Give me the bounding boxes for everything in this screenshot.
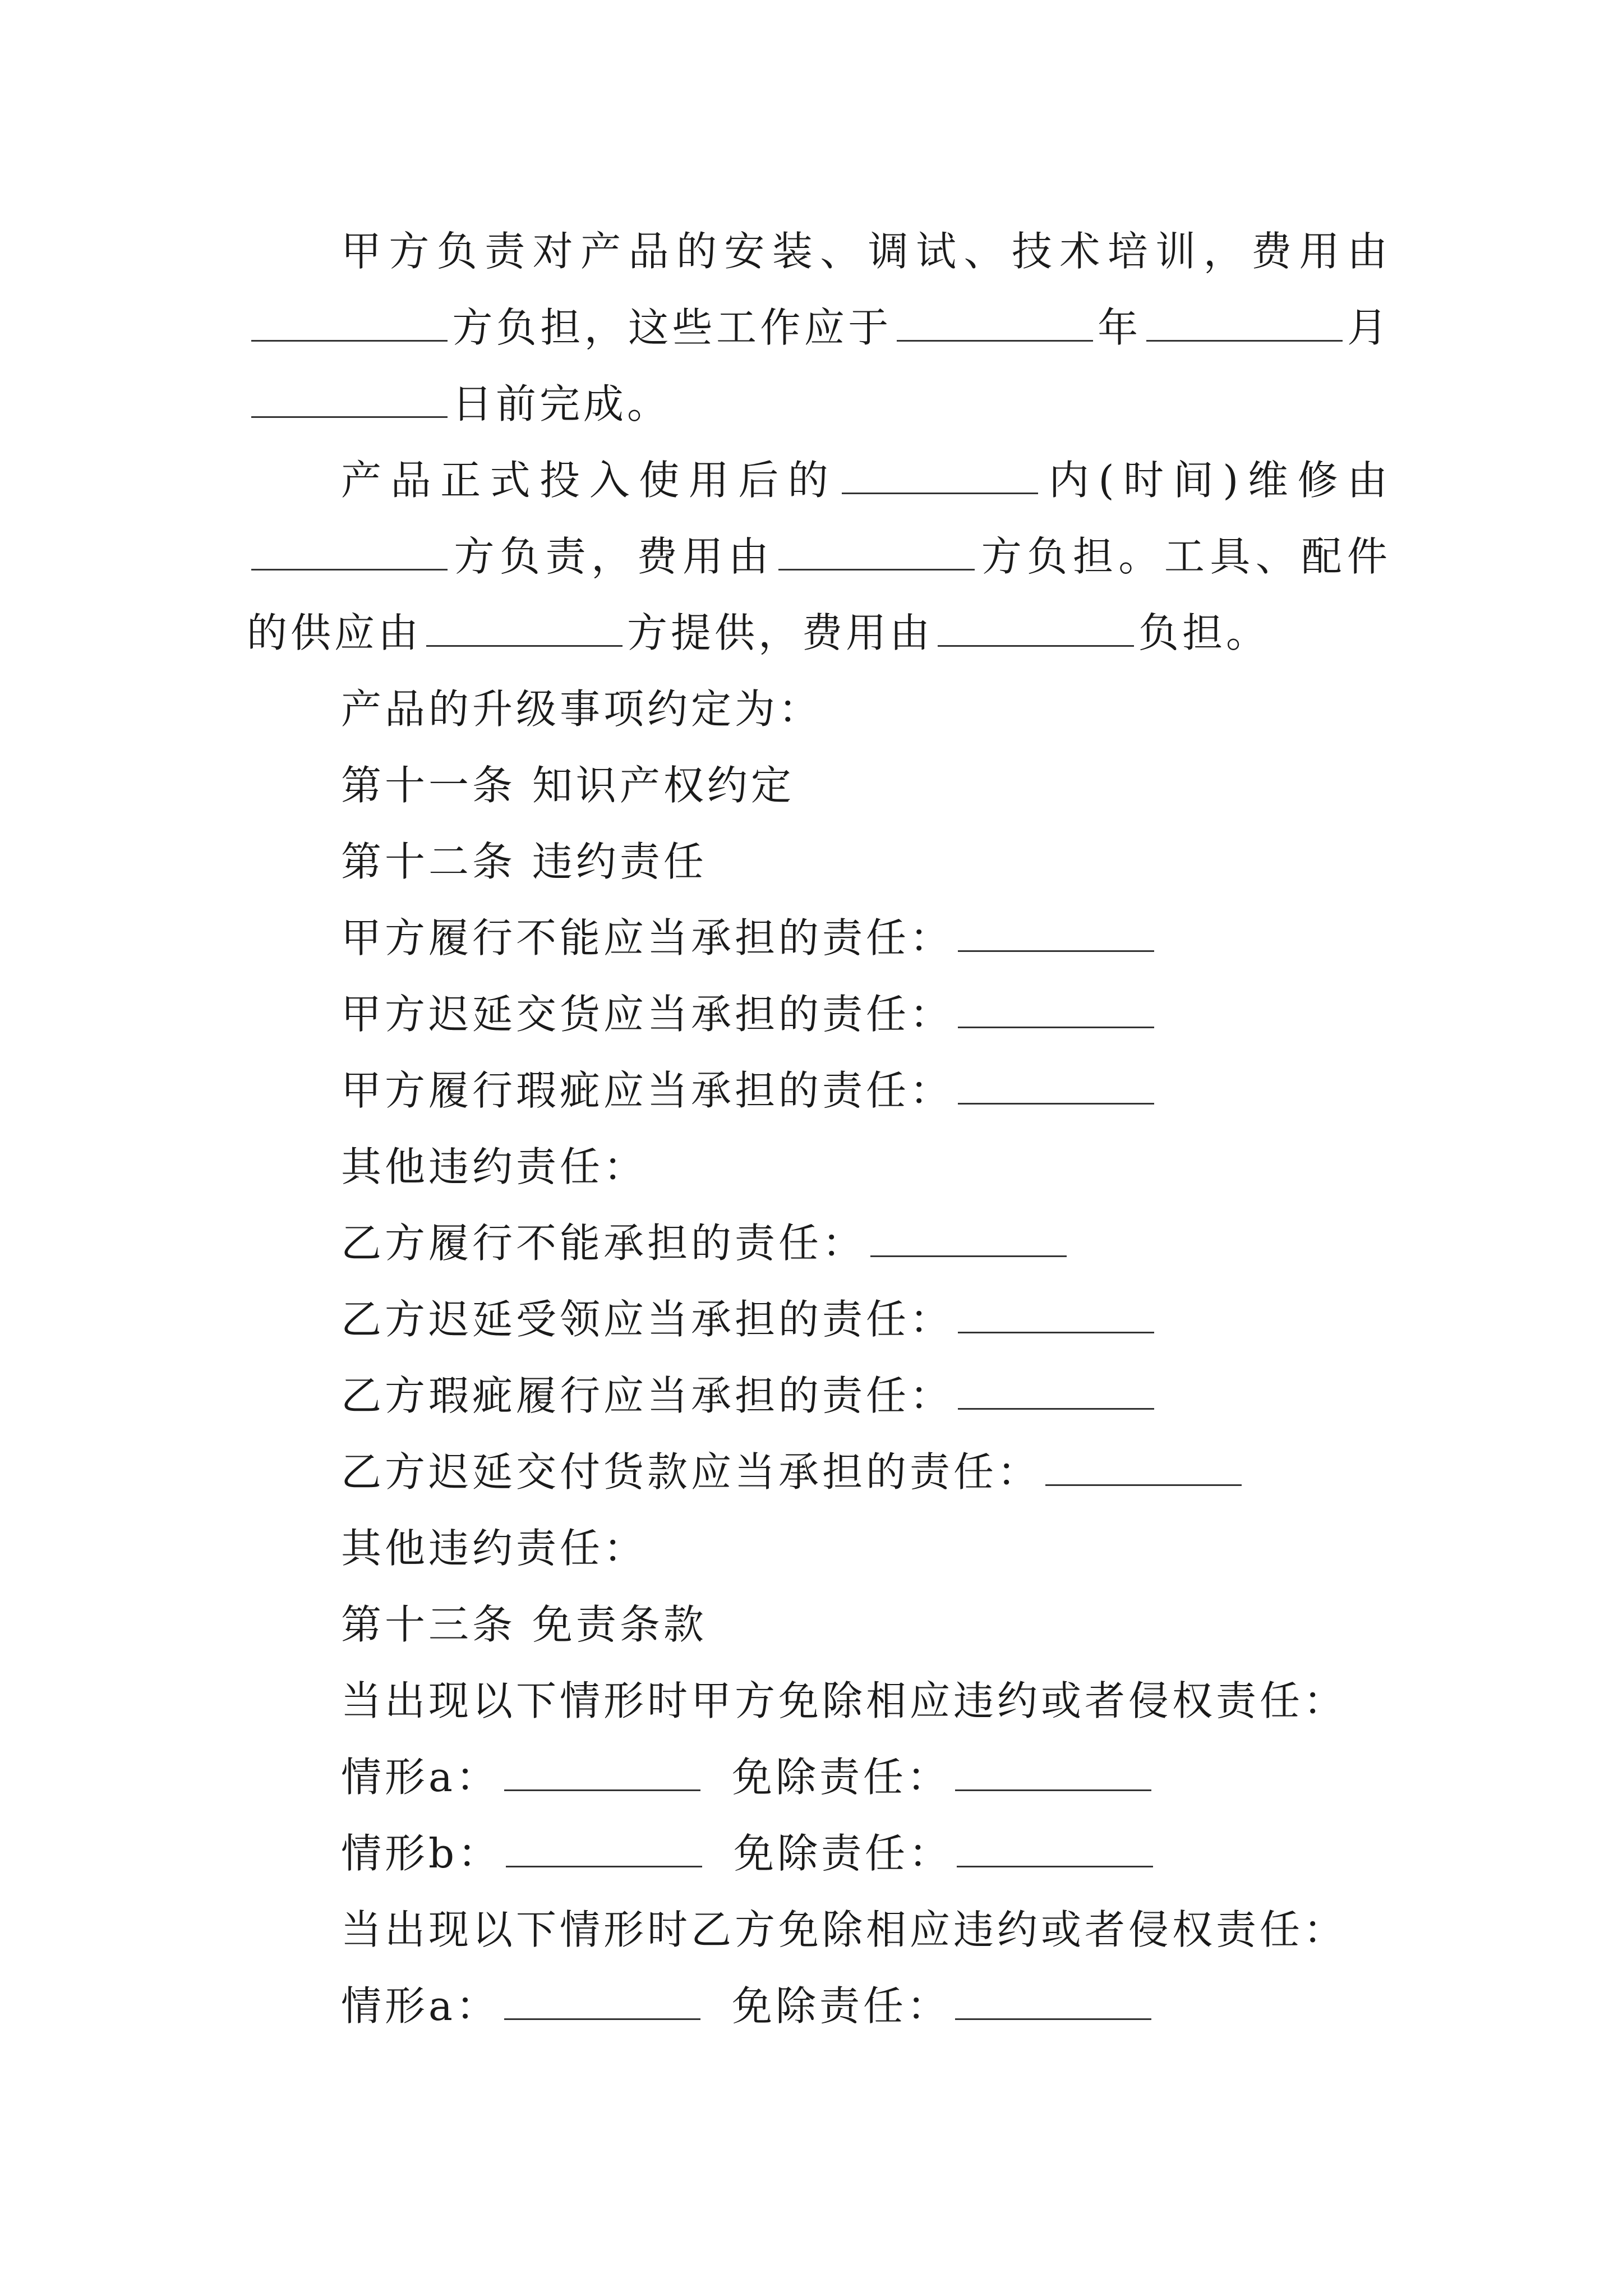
text: 甲方迟延交货应当承担的责任： — [341, 991, 954, 1038]
blank-field[interactable] — [251, 378, 448, 418]
text: 乙方履行不能承担的责任： — [341, 1220, 866, 1267]
blank-field[interactable] — [955, 1980, 1151, 2020]
text: 月 — [1347, 304, 1391, 351]
text: 第十三条 免责条款 — [341, 1601, 707, 1648]
text: 免除责任： — [731, 1754, 951, 1801]
text: 甲方履行不能应当承担的责任： — [341, 914, 954, 961]
text: 甲方负责对产品的安装、调试、技术培训，费用由 — [341, 228, 1391, 275]
blank-field[interactable] — [1146, 302, 1343, 342]
blank-field[interactable] — [958, 1065, 1154, 1105]
blank-field[interactable] — [778, 531, 975, 570]
text: 第十一条 知识产权约定 — [341, 762, 795, 809]
text: 方提供，费用由 — [627, 609, 934, 656]
line-jia-nonperformance — [247, 900, 1391, 976]
blank-field[interactable] — [958, 1294, 1154, 1333]
text: 第十二条 违约责任 — [341, 838, 707, 885]
blank-field[interactable] — [506, 1828, 702, 1867]
blank-field[interactable] — [426, 607, 623, 647]
text: 产品正式投入使用后的 — [341, 457, 838, 504]
text: 甲方履行瑕疵应当承担的责任： — [341, 1067, 954, 1114]
text: 年 — [1097, 304, 1142, 351]
paragraph-installation — [247, 213, 1391, 442]
blank-field[interactable] — [958, 1370, 1154, 1410]
line-yi-exemption-intro — [247, 1892, 1391, 1968]
blank-field[interactable] — [251, 302, 448, 342]
text: 乙方瑕疵履行应当承担的责任： — [341, 1372, 954, 1419]
line-yi-defect — [247, 1358, 1391, 1434]
blank-field[interactable] — [958, 912, 1154, 952]
text: 日前完成。 — [452, 380, 671, 427]
text: 方负担，这些工作应于 — [452, 304, 892, 351]
line-jia-exemption-intro — [247, 1663, 1391, 1739]
text: 情形b： — [341, 1830, 502, 1877]
line-other-liability-1 — [247, 1129, 1391, 1205]
blank-field[interactable] — [958, 988, 1154, 1028]
blank-field[interactable] — [251, 531, 448, 570]
blank-field[interactable] — [897, 302, 1093, 342]
line-yi-delay-receive — [247, 1281, 1391, 1358]
line-jia-case-a — [247, 1739, 1391, 1815]
line-jia-delay-delivery — [247, 976, 1391, 1052]
article-12-heading — [247, 823, 1391, 900]
text: 当出现以下情形时甲方免除相应违约或者侵权责任： — [341, 1677, 1348, 1724]
text: 方负担。工具、配件的供应由 — [247, 533, 1391, 656]
text: 产品的升级事项约定为： — [341, 685, 823, 733]
text: 其他违约责任： — [341, 1143, 648, 1190]
text: 当出现以下情形时乙方免除相应违约或者侵权责任： — [341, 1906, 1348, 1953]
paragraph-maintenance — [247, 442, 1391, 671]
line-jia-case-b — [247, 1815, 1391, 1892]
text: 免除责任： — [734, 1830, 953, 1877]
blank-field[interactable] — [1045, 1446, 1242, 1486]
text: 其他违约责任： — [341, 1525, 648, 1572]
text: 情形a： — [341, 1754, 500, 1801]
article-13-heading — [247, 1586, 1391, 1663]
text: 乙方迟延交付货款应当承担的责任： — [341, 1448, 1041, 1496]
blank-field[interactable] — [870, 1217, 1067, 1257]
text: 乙方迟延受领应当承担的责任： — [341, 1296, 954, 1343]
line-jia-defect — [247, 1052, 1391, 1129]
blank-field[interactable] — [504, 1751, 700, 1791]
blank-field[interactable] — [504, 1980, 700, 2020]
line-yi-nonperformance — [247, 1205, 1391, 1281]
blank-field[interactable] — [842, 454, 1038, 494]
blank-field[interactable] — [955, 1751, 1151, 1791]
text: 负担。 — [1138, 609, 1270, 656]
blank-field[interactable] — [938, 607, 1134, 647]
text: 情形a： — [341, 1982, 500, 2030]
text: 免除责任： — [731, 1982, 951, 2030]
line-upgrade — [247, 671, 1391, 747]
line-yi-delay-payment — [247, 1434, 1391, 1510]
article-11-heading — [247, 747, 1391, 823]
line-yi-case-a — [247, 1968, 1391, 2044]
contract-body — [247, 213, 1391, 2044]
text: 内(时间)维修由 — [1043, 457, 1391, 504]
text: 方负责，费用由 — [452, 533, 774, 580]
blank-field[interactable] — [957, 1828, 1153, 1867]
line-other-liability-2 — [247, 1510, 1391, 1586]
